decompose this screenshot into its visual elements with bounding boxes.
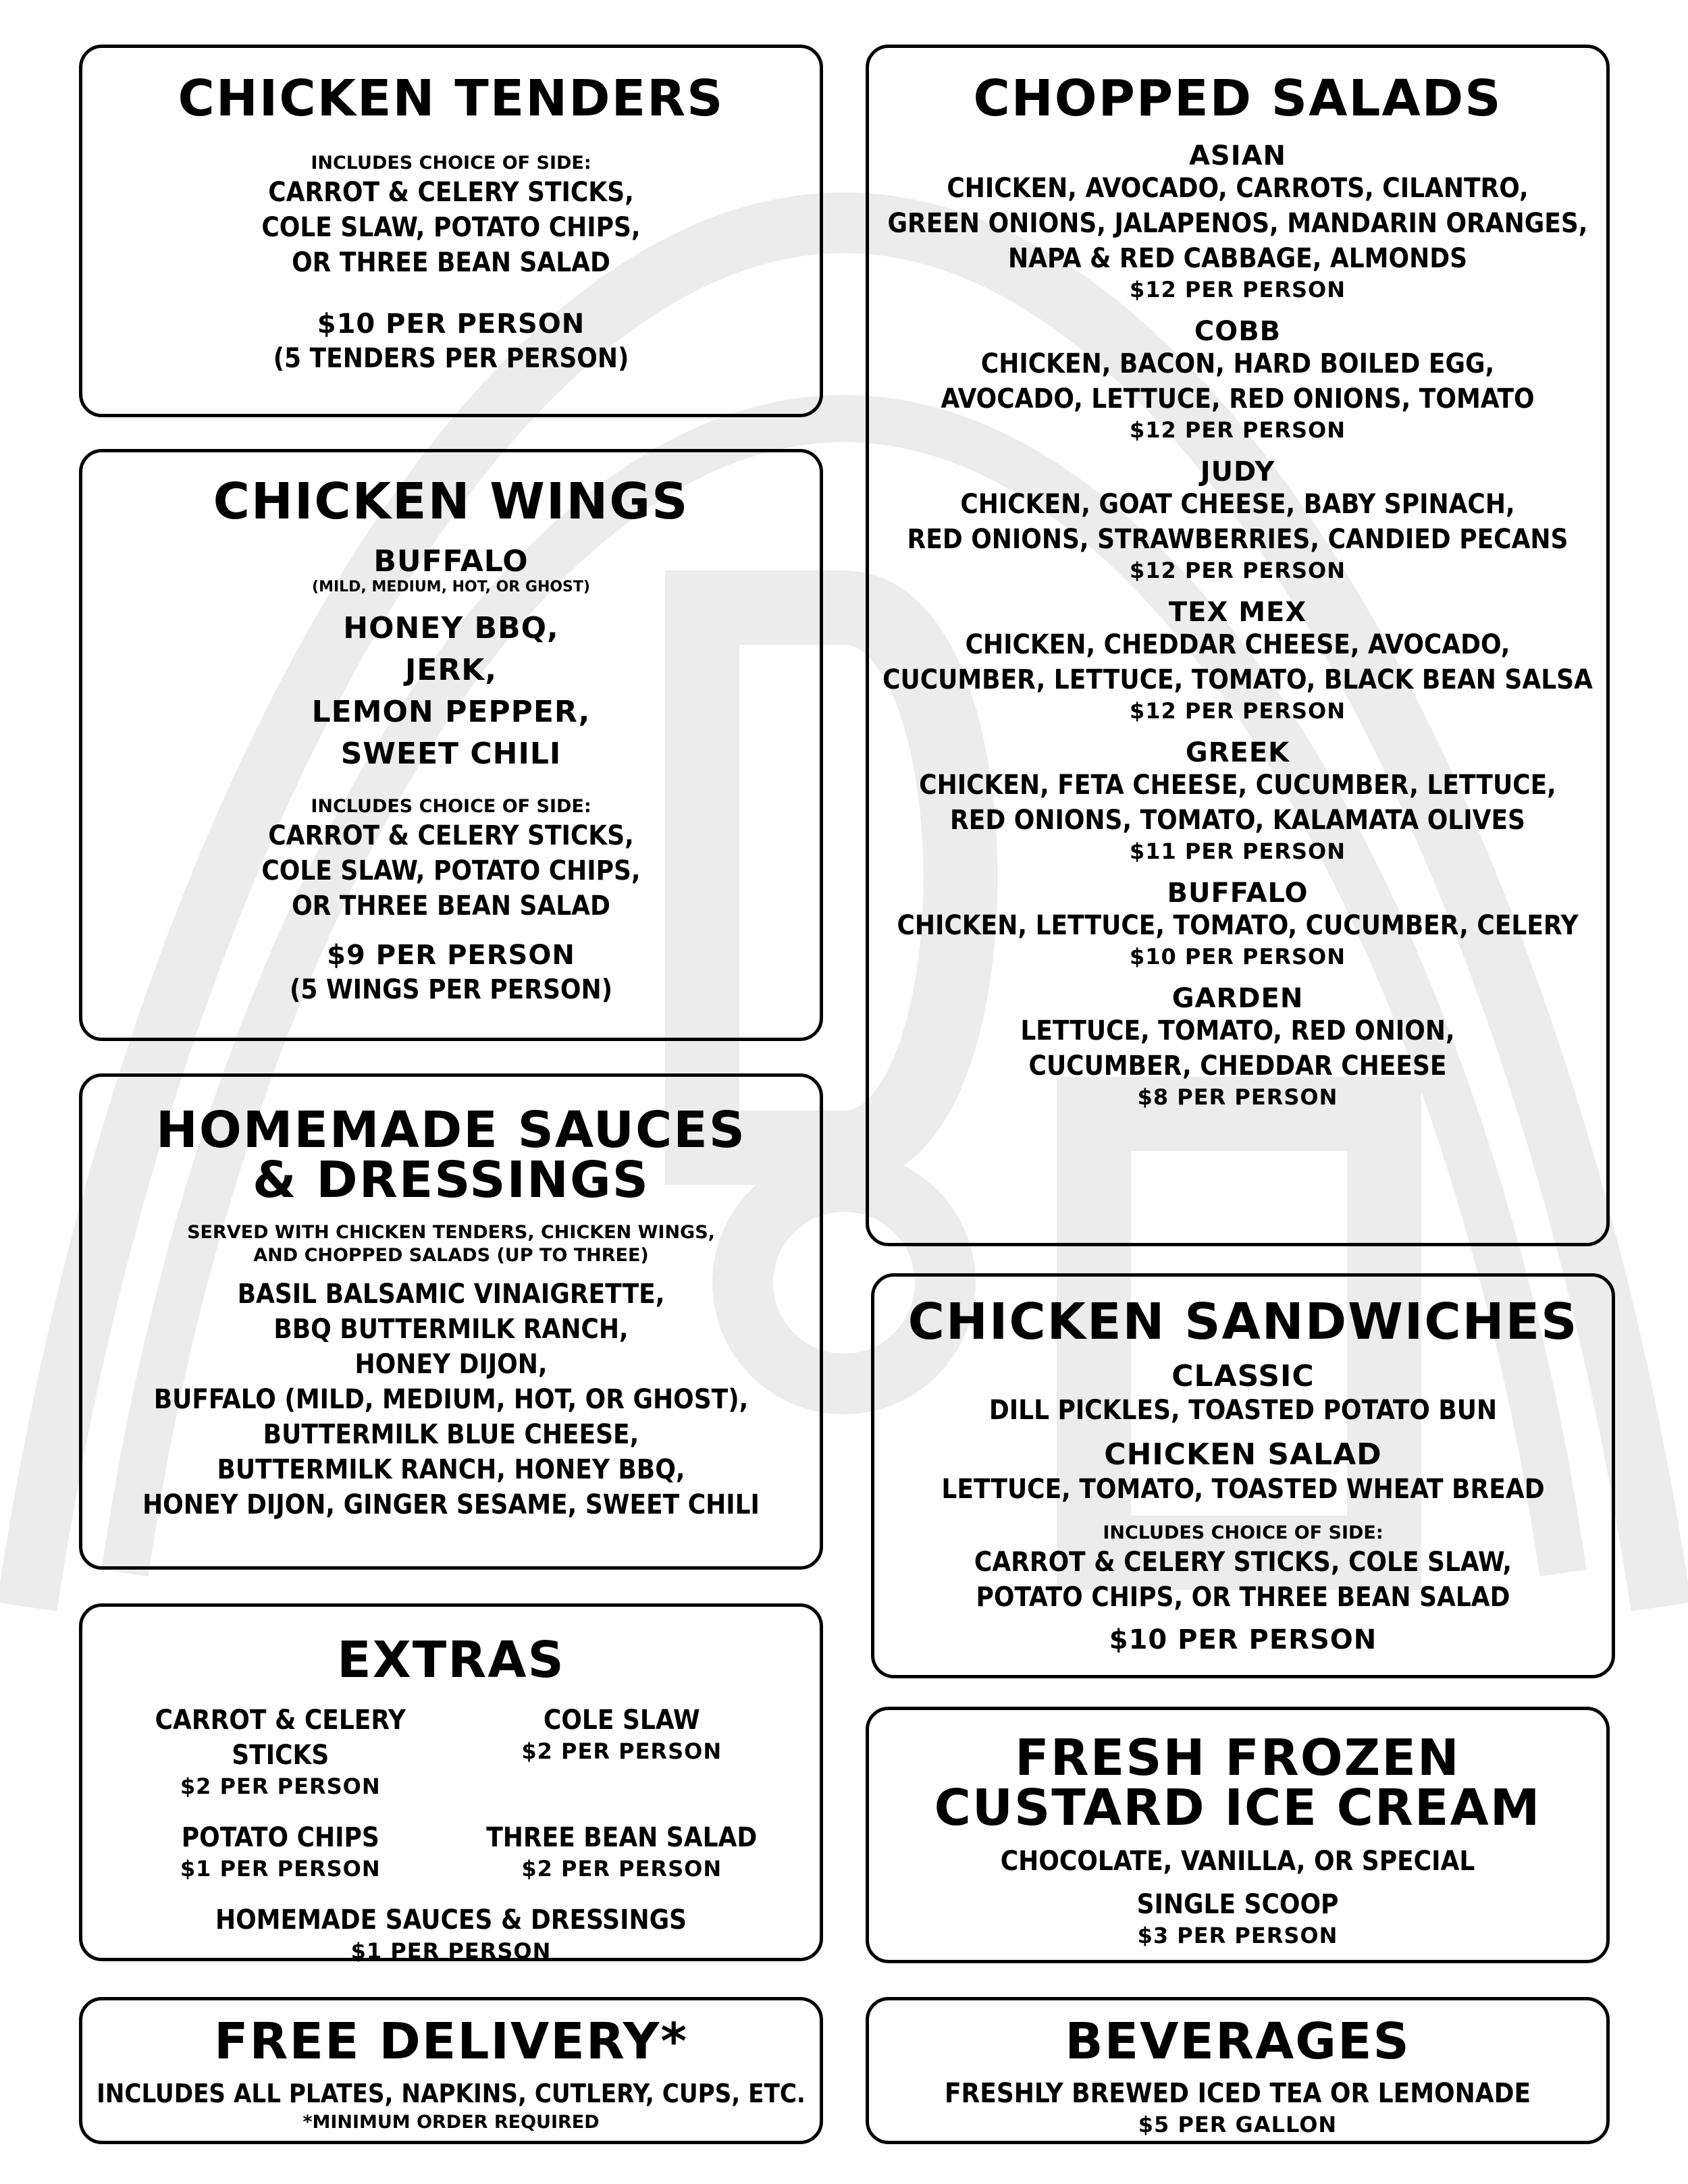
salad-price: $12 PER PERSON <box>1129 558 1346 583</box>
custard-price: $3 PER PERSON <box>1137 1923 1338 1948</box>
sauce-item: BUTTERMILK RANCH, HONEY BBQ, <box>217 1454 685 1485</box>
wings-panel <box>79 449 823 1041</box>
extras-title: EXTRAS <box>337 1631 565 1689</box>
wings-title: CHICKEN WINGS <box>213 473 689 531</box>
extra-item-name: CARROT & CELERY STICKS <box>155 1705 406 1771</box>
sauce-item: BUTTERMILK BLUE CHEESE, <box>263 1419 639 1450</box>
extra-item-name: THREE BEAN SALAD <box>486 1822 758 1853</box>
sauces-note: SERVED WITH CHICKEN TENDERS, CHICKEN WINGS, <box>187 1222 715 1243</box>
custard-title-line: FRESH FROZEN <box>1015 1729 1460 1787</box>
tenders-price: $10 PER PERSON <box>317 309 585 340</box>
extra-sauces-price: $1 PER PERSON <box>350 1938 552 1964</box>
salad-price: $11 PER PERSON <box>1129 838 1346 864</box>
sauces-note: AND CHOPPED SALADS (UP TO THREE) <box>253 1245 649 1266</box>
salad-ingredients: CHICKEN, GOAT CHEESE, BABY SPINACH, <box>960 489 1515 520</box>
sandwich-chicken-salad: CHICKEN SALAD <box>1104 1437 1382 1472</box>
salad-ingredients: CHICKEN, AVOCADO, CARROTS, CILANTRO, <box>947 173 1529 204</box>
tenders-side-label: INCLUDES CHOICE OF SIDE: <box>311 153 591 174</box>
salad-name: GREEK <box>1185 737 1290 768</box>
delivery-note: *MINIMUM ORDER REQUIRED <box>302 2112 600 2133</box>
sandwich-side-line: POTATO CHIPS, OR THREE BEAN SALAD <box>976 1581 1510 1613</box>
salad-ingredients: LETTUCE, TOMATO, RED ONION, <box>1020 1015 1455 1046</box>
salad-name: GARDEN <box>1171 983 1304 1014</box>
sandwiches-panel <box>871 1273 1615 1678</box>
salad-name: ASIAN <box>1188 140 1287 171</box>
beverages-price: $5 PER GALLON <box>1138 2112 1338 2137</box>
salad-name: JUDY <box>1200 456 1275 487</box>
sauce-item: BUFFALO (MILD, MEDIUM, HOT, OR GHOST), <box>153 1384 749 1415</box>
beverages-line: FRESHLY BREWED ICED TEA OR LEMONADE <box>944 2078 1531 2109</box>
tenders-side-line: CARROT & CELERY STICKS, <box>268 177 634 208</box>
wings-side-label: INCLUDES CHOICE OF SIDE: <box>311 796 591 818</box>
salad-item <box>869 984 1606 1111</box>
extras-panel <box>79 1603 823 1964</box>
salad-ingredients: AVOCADO, LETTUCE, RED ONIONS, TOMATO <box>941 383 1535 415</box>
sauces-title-line: HOMEMADE SAUCES <box>155 1101 747 1159</box>
salad-item <box>869 597 1606 724</box>
salads-panel <box>866 45 1610 1246</box>
salad-name: TEX MEX <box>1168 597 1307 628</box>
beverages-panel <box>866 1997 1610 2144</box>
tenders-note: (5 TENDERS PER PERSON) <box>273 343 629 374</box>
extra-item-name: POTATO CHIPS <box>181 1822 379 1853</box>
salad-ingredients: NAPA & RED CABBAGE, ALMONDS <box>1007 243 1468 274</box>
salad-ingredients: CHICKEN, FETA CHEESE, CUCUMBER, LETTUCE, <box>919 770 1556 801</box>
wings-side-line: OR THREE BEAN SALAD <box>292 890 610 922</box>
salad-ingredients: GREEN ONIONS, JALAPENOS, MANDARIN ORANGES, <box>887 208 1588 239</box>
custard-panel <box>866 1707 1610 1963</box>
delivery-line: INCLUDES ALL PLATES, NAPKINS, CUTLERY, CUPS, ETC. <box>97 2079 806 2108</box>
wings-flavor: LEMON PEPPER, <box>311 695 591 730</box>
salad-ingredients: CUCUMBER, LETTUCE, TOMATO, BLACK BEAN SALSA <box>882 664 1593 695</box>
salad-item <box>869 317 1606 444</box>
salad-ingredients: CHICKEN, LETTUCE, TOMATO, CUCUMBER, CELERY <box>897 910 1579 941</box>
beverages-title: BEVERAGES <box>1065 2013 1410 2071</box>
salad-item <box>869 141 1606 303</box>
sandwich-classic-desc: DILL PICKLES, TOASTED POTATO BUN <box>988 1395 1498 1427</box>
wings-side-line: COLE SLAW, POTATO CHIPS, <box>261 855 641 887</box>
sandwich-classic: CLASSIC <box>1171 1359 1315 1393</box>
delivery-panel <box>79 1997 823 2144</box>
salad-item <box>869 457 1606 584</box>
salad-ingredients: RED ONIONS, STRAWBERRIES, CANDIED PECANS <box>907 524 1568 555</box>
custard-title-line: CUSTARD ICE CREAM <box>934 1779 1541 1837</box>
wings-flavor: SWEET CHILI <box>340 737 562 772</box>
salad-ingredients: CHICKEN, BACON, HARD BOILED EGG, <box>980 348 1495 379</box>
custard-flavors: CHOCOLATE, VANILLA, OR SPECIAL <box>1000 1846 1475 1877</box>
extra-sauces-name: HOMEMADE SAUCES & DRESSINGS <box>215 1905 687 1936</box>
salad-price: $8 PER PERSON <box>1137 1084 1338 1110</box>
extra-item-price: $2 PER PERSON <box>521 1856 722 1882</box>
salad-price: $12 PER PERSON <box>1129 277 1346 302</box>
sauce-item: HONEY DIJON, <box>354 1349 548 1380</box>
wings-flavor-buffalo: BUFFALO <box>373 544 529 579</box>
sauce-item: BASIL BALSAMIC VINAIGRETTE, <box>237 1279 665 1310</box>
tenders-title: CHICKEN TENDERS <box>178 70 724 128</box>
extra-item-price: $1 PER PERSON <box>180 1856 381 1882</box>
delivery-title: FREE DELIVERY* <box>213 2013 689 2071</box>
sandwiches-title: CHICKEN SANDWICHES <box>907 1293 1579 1351</box>
extra-item-price: $2 PER PERSON <box>521 1738 722 1764</box>
sandwich-chicken-salad-desc: LETTUCE, TOMATO, TOASTED WHEAT BREAD <box>941 1473 1545 1505</box>
tenders-panel <box>79 45 823 417</box>
sauce-item: BBQ BUTTERMILK RANCH, <box>273 1314 629 1345</box>
salad-ingredients: CUCUMBER, CHEDDAR CHEESE <box>1028 1050 1447 1082</box>
salad-price: $12 PER PERSON <box>1129 417 1346 443</box>
wings-note: (5 WINGS PER PERSON) <box>289 974 613 1006</box>
extra-item-price: $2 PER PERSON <box>180 1774 381 1799</box>
sauce-item: HONEY DIJON, GINGER SESAME, SWEET CHILI <box>142 1489 760 1520</box>
tenders-side-line: OR THREE BEAN SALAD <box>292 247 610 278</box>
sauces-panel <box>79 1073 823 1570</box>
sandwich-price: $10 PER PERSON <box>1109 1624 1377 1655</box>
sauces-title-line: & DRESSINGS <box>252 1151 650 1209</box>
custard-size: SINGLE SCOOP <box>1136 1889 1339 1920</box>
tenders-side-line: COLE SLAW, POTATO CHIPS, <box>261 212 641 243</box>
salad-name: COBB <box>1194 316 1282 347</box>
wings-flavor: JERK, <box>404 653 498 688</box>
salad-price: $10 PER PERSON <box>1129 944 1346 969</box>
salad-price: $12 PER PERSON <box>1129 698 1346 724</box>
salads-title: CHOPPED SALADS <box>973 70 1502 128</box>
salad-ingredients: RED ONIONS, TOMATO, KALAMATA OLIVES <box>950 805 1525 836</box>
extra-item-name: COLE SLAW <box>543 1705 700 1736</box>
wings-flavor: HONEY BBQ, <box>343 611 559 646</box>
wings-price: $9 PER PERSON <box>327 940 575 971</box>
wings-side-line: CARROT & CELERY STICKS, <box>268 820 634 852</box>
salad-ingredients: CHICKEN, CHEDDAR CHEESE, AVOCADO, <box>965 629 1510 660</box>
sandwich-side-label: INCLUDES CHOICE OF SIDE: <box>1103 1522 1383 1543</box>
wings-buffalo-note: (MILD, MEDIUM, HOT, OR GHOST) <box>312 579 590 596</box>
salad-name: BUFFALO <box>1167 878 1309 909</box>
sandwich-side-line: CARROT & CELERY STICKS, COLE SLAW, <box>974 1546 1512 1578</box>
salad-item <box>869 878 1606 970</box>
salad-item <box>869 738 1606 865</box>
